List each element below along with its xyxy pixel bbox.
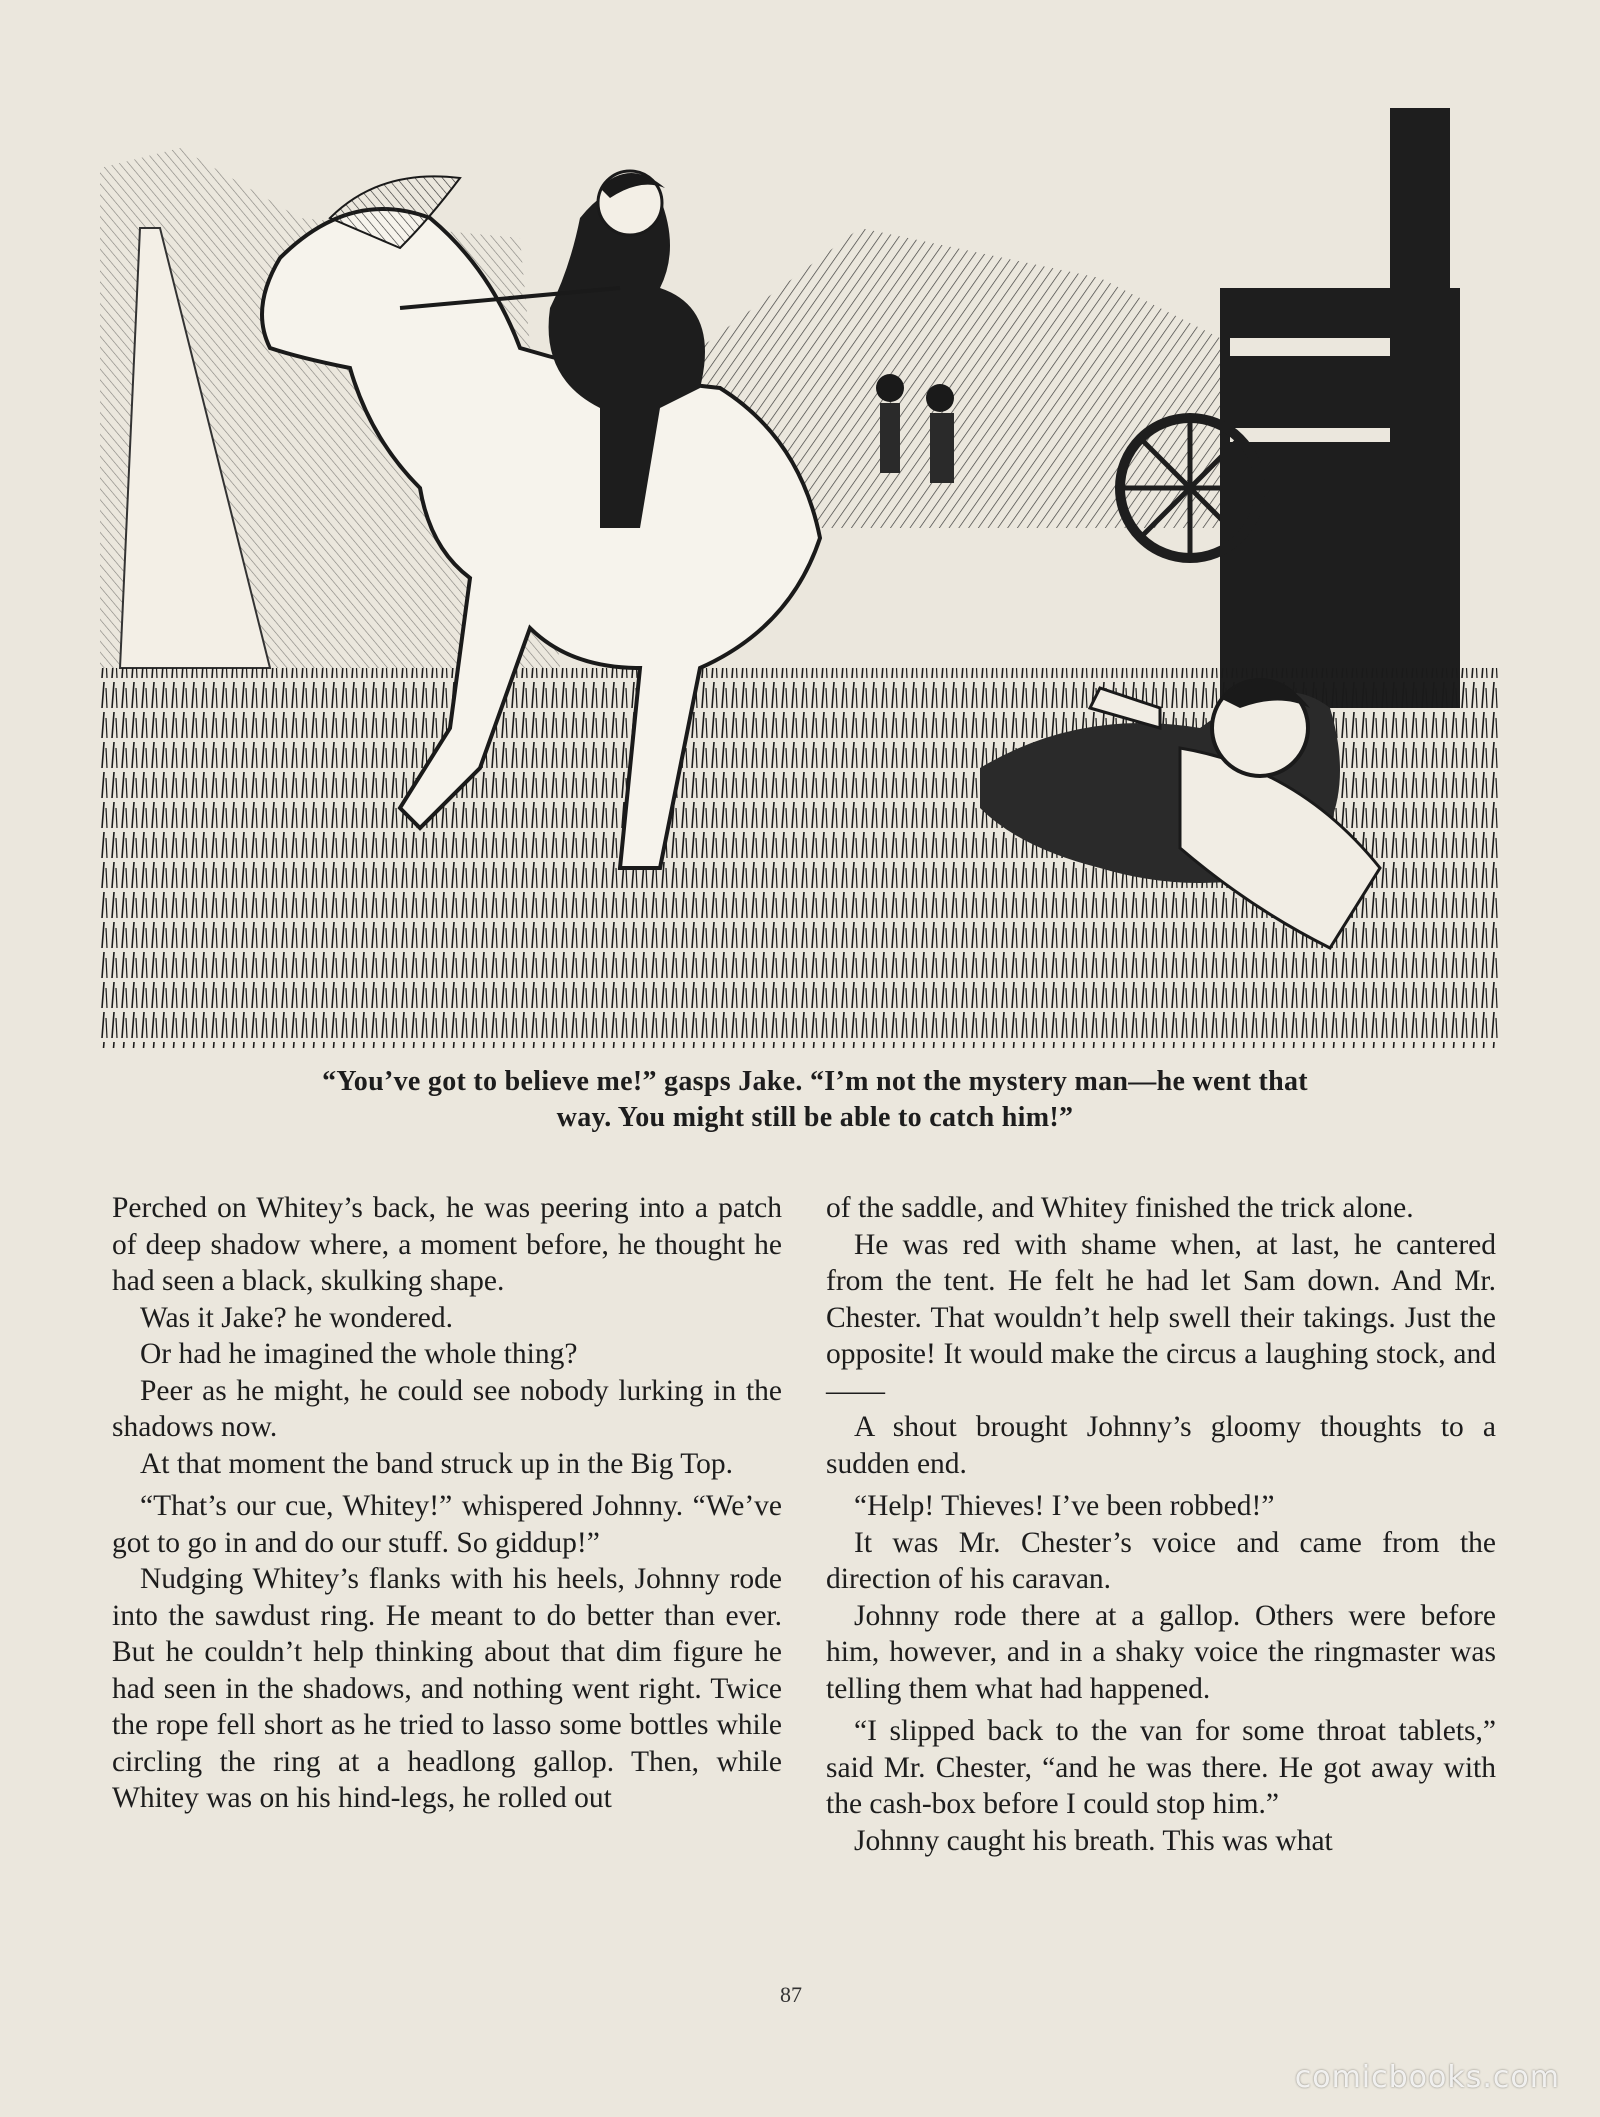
paragraph: At that moment the band struck up in the Big Top. [140, 1447, 734, 1480]
text-column-right [826, 1190, 1496, 1859]
paragraph: It was Mr. Chester’s voice and came from the direction of his caravan. [826, 1526, 1496, 1595]
page-number: 87 [780, 1982, 802, 2007]
paragraph: “Help! Thieves! I’ve been robbed!” [854, 1490, 1275, 1522]
story-illustration [100, 108, 1500, 1048]
paragraph: Or had he imagined the whole thing? [140, 1338, 578, 1370]
illustration-caption [150, 1064, 1480, 1136]
paragraph: Johnny caught his breath. This was what [854, 1824, 1333, 1857]
post [1390, 108, 1450, 708]
caption-line-1: “You’ve got to believe me!” gasps Jake. “I’m not the mystery man—he went that [322, 1066, 1308, 1097]
paragraph: Peer as he might, he could see nobody lurking in the shadows now. [112, 1374, 782, 1443]
paragraph: of the saddle, and Whitey finished the trick alone. [826, 1192, 1414, 1224]
paragraph: He was red with shame when, at last, he cantered from the tent. He felt he had let Sam down. And Mr. Chester. That wouldn’t help swell their takings. Just the opposite! It would make the circus a laughing stock, and—— [826, 1228, 1496, 1407]
paragraph: Was it Jake? he wondered. [140, 1301, 453, 1334]
watermark: comicbooks.com [1294, 2060, 1560, 2095]
paragraph: “That’s our cue, Whitey!” whispered Johnny. “We’ve got to go in and do our stuff. So giddup!” [112, 1490, 782, 1559]
ink-drawing [100, 108, 1500, 1048]
paragraph: Perched on Whitey’s back, he was peering into a patch of deep shadow where, a moment before, he thought he had seen a black, skulking shape. [112, 1192, 782, 1297]
paragraph: “I slipped back to the van for some throat tablets,” said Mr. Chester, “and he was there. He got away with the cash-box before I could stop him.” [826, 1715, 1496, 1820]
text-column-left [112, 1190, 782, 1817]
caption-line-2: way. You might still be able to catch him!” [556, 1102, 1074, 1133]
paragraph: Johnny rode there at a gallop. Others were before him, however, and in a shaky voice the ringmaster was telling them what had happened. [826, 1599, 1496, 1705]
paragraph: A shout brought Johnny’s gloomy thoughts to a sudden end. [826, 1411, 1496, 1480]
paragraph: Nudging Whitey’s flanks with his heels, Johnny rode into the sawdust ring. He meant to do better than ever. But he couldn’t help thinking about that dim figure he had seen in the shadows, and nothing went right. Twice the rope fell short as he tried to lasso some bottles while circling the ring at a headlong gallop. Then, while Whitey was on his hind-legs, he rolled out [112, 1563, 782, 1814]
